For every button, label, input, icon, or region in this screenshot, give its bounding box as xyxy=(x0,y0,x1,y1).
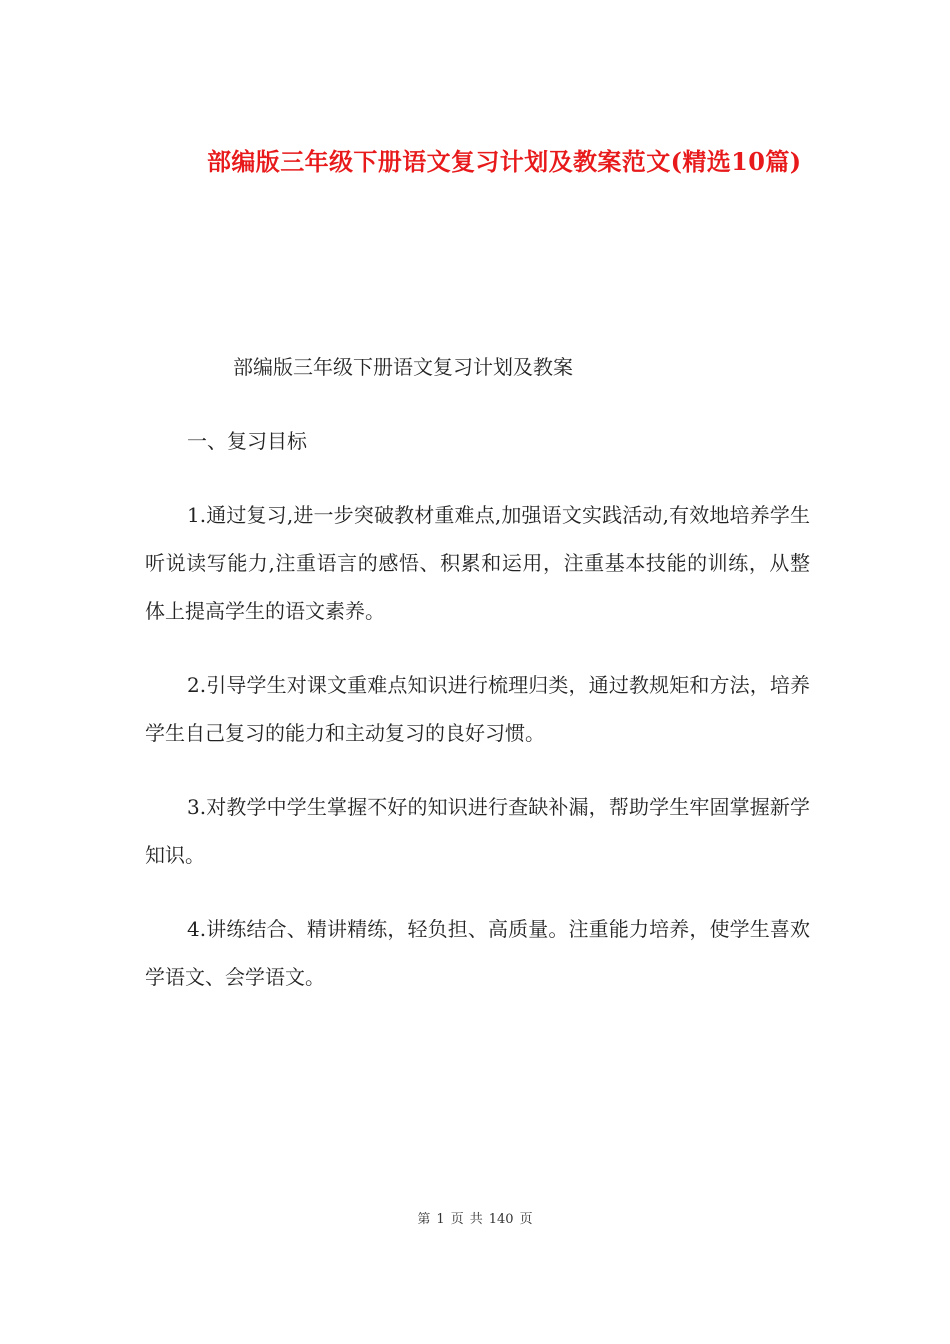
footer-page-unit: 页 xyxy=(450,1212,464,1227)
footer-page-label: 第 xyxy=(417,1212,431,1227)
section-subtitle: 部编版三年级下册语文复习计划及教案 xyxy=(233,355,573,379)
paragraph-goal-2: 2.引导学生对课文重难点知识进行梳理归类，通过教规矩和方法，培养学生自己复习的能力和主动复习的良好习惯。 xyxy=(145,673,810,745)
footer-total-unit: 页 xyxy=(519,1212,533,1227)
footer-current-page: 1 xyxy=(436,1212,445,1227)
document-body xyxy=(145,343,810,1027)
page-footer xyxy=(0,1208,950,1227)
paragraph-goal-4: 4.讲练结合、精讲精练，轻负担、高质量。注重能力培养，使学生喜欢学语文、会学语文。 xyxy=(145,917,810,989)
document-title: 部编版三年级下册语文复习计划及教案范文(精选10篇) xyxy=(207,147,802,176)
footer-total-label: 共 xyxy=(469,1212,483,1227)
paragraph-goal-3: 3.对教学中学生掌握不好的知识进行查缺补漏，帮助学生牢固掌握新学知识。 xyxy=(145,795,810,867)
footer-total-pages: 140 xyxy=(488,1212,514,1227)
section-heading-review-goals: 一、复习目标 xyxy=(187,429,307,453)
paragraph-goal-1: 1.通过复习,进一步突破教材重难点,加强语文实践活动,有效地培养学生听说读写能力,注重语言的感悟、积累和运用，注重基本技能的训练，从整体上提高学生的语文素养。 xyxy=(145,503,810,623)
